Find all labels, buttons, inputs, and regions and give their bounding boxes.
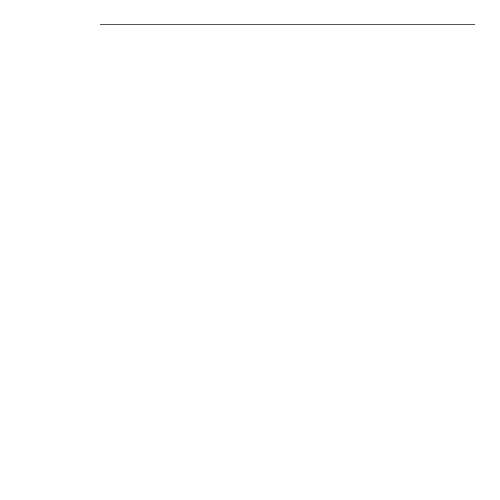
section-heading	[118, 43, 474, 57]
header-rule	[100, 24, 475, 25]
text-block	[118, 27, 474, 69]
running-head	[100, 9, 475, 25]
